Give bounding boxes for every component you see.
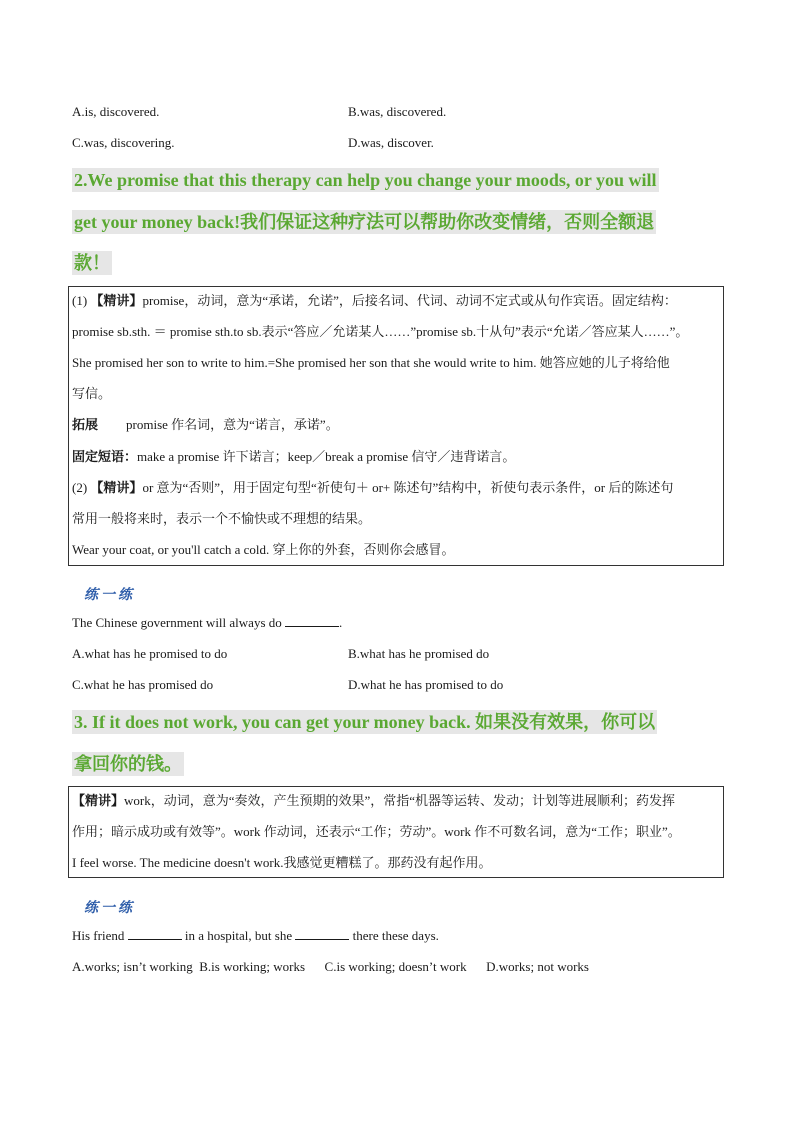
- option-b: B.was, discovered.: [348, 104, 447, 119]
- box3-line2: 作用；暗示成功或有效等”。work 作动词，还表示“工作；劳动”。work 作不可数名词，意为“工作；职业”。: [72, 824, 681, 839]
- practice2-option-d: D.what he has promised to do: [348, 677, 504, 692]
- practice2-question: The Chinese government will always do .: [72, 615, 343, 630]
- practice2-option-b: B.what has he promised do: [348, 646, 490, 661]
- box2-line9: Wear your coat, or you'll catch a cold. 穿上你的外套，否则你会感冒。: [72, 542, 455, 557]
- box2-line4: 写信。: [72, 386, 112, 401]
- practice3-question: His friend in a hospital, but she there these days.: [72, 928, 439, 943]
- box2-line2: promise sb.sth. ＝ promise sth.to sb.表示“答应／允诺某人……”promise sb.十从句”表示“允诺／答应某人……”。: [72, 324, 689, 339]
- practice3-options: A.works; isn’t working B.is working; works C.is working; doesn’t work D.works; not works: [72, 959, 589, 974]
- option-a: A.is, discovered.: [72, 104, 160, 119]
- option-c: C.was, discovering.: [72, 135, 175, 150]
- box3-line3: I feel worse. The medicine doesn't work.我感觉更糟糕了。那药没有起作用。: [72, 855, 492, 870]
- box2-line1: (1) 【精讲】promise，动词，意为“承诺，允诺”，后接名词、代词、动词不定式或从句作宾语。固定结构：: [72, 293, 677, 308]
- practice-label: 练一练: [84, 587, 135, 603]
- box2-line6: 固定短语：make a promise 许下诺言；keep／break a promise 信守／违背诺言。: [72, 449, 516, 464]
- answer-blank[interactable]: [285, 614, 339, 627]
- box2-line7: (2) 【精讲】or 意为“否则”，用于固定句型“祈使句＋ or+ 陈述句”结构中，祈使句表示条件，or 后的陈述句: [72, 480, 674, 495]
- section2-explanation-box: [68, 286, 724, 566]
- section3-heading-line1: 3. If it does not work, you can get your money back. 如果没有效果，你可以: [74, 712, 656, 732]
- answer-blank[interactable]: [128, 927, 182, 940]
- option-d: D.was, discover.: [348, 135, 434, 150]
- practice-label: 练一练: [84, 900, 135, 916]
- section2-heading-line1: 2.We promise that this therapy can help you change your moods, or you will: [74, 170, 657, 190]
- box3-line1: 【精讲】work，动词，意为“奏效，产生预期的效果”，常指“机器等运转、发动；计划等进展顺利；药发挥: [72, 793, 676, 808]
- answer-blank[interactable]: [295, 927, 349, 940]
- section2-heading-line3: 款！: [74, 253, 110, 273]
- box2-line3: She promised her son to write to him.=She promised her son that she would write to him. 她答应她的儿子将给他: [72, 355, 670, 370]
- section3-heading-line2: 拿回你的钱。: [74, 754, 182, 774]
- box2-line8: 常用一般将来时，表示一个不愉快或不理想的结果。: [72, 511, 372, 526]
- section2-heading-line2: get your money back!我们保证这种疗法可以帮助你改变情绪，否则全额退: [74, 212, 655, 232]
- practice2-option-a: A.what has he promised to do: [72, 646, 228, 661]
- section3-explanation-box: [68, 786, 724, 878]
- box2-line5: 拓展 promise 作名词，意为“诺言，承诺”。: [72, 417, 339, 432]
- practice2-option-c: C.what he has promised do: [72, 677, 214, 692]
